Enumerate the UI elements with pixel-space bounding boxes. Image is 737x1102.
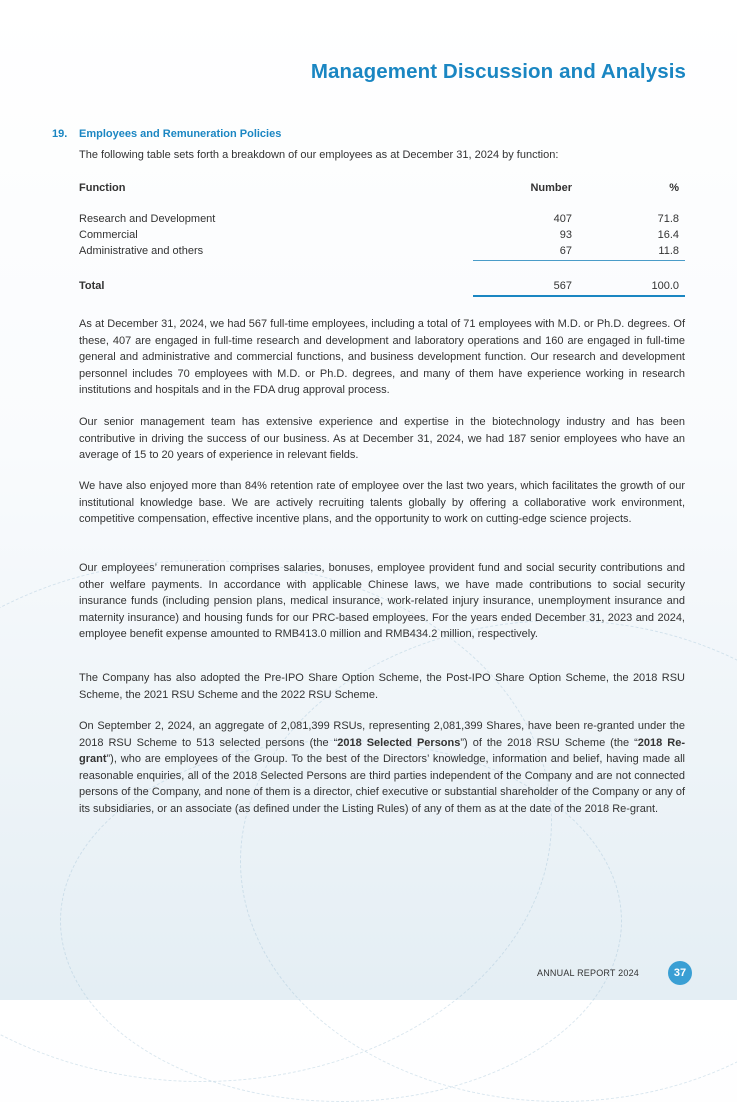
section-intro: The following table sets forth a breakdown of our employees as at December 31, 2024 by function:	[79, 149, 559, 161]
cell-number: 93	[559, 229, 572, 241]
section-heading	[52, 128, 281, 140]
section-number: 19.	[52, 128, 68, 140]
column-header-function: Function	[79, 182, 126, 194]
defined-term: 2018 Re-grant	[79, 736, 685, 765]
rsu-text: ”), who are employees of the Group. To the best of the Directors’ knowledge, information and belief, having made all reasonable enquiries, all of the 2018 Selected Persons are third parties independent of the Company and are not connected persons of the Company, and none of them is a director, chief executive or substantial shareholder of the Company or any of its subsidiaries, or an associate (as defined under the Listing Rules) of any of them as at the date of the 2018 Re-grant.	[79, 753, 685, 815]
paragraph-rsu-regrant	[79, 718, 685, 817]
defined-term: 2018 Selected Persons	[337, 736, 461, 749]
footer-report-name: ANNUAL REPORT 2024	[537, 968, 639, 978]
rsu-text: ”) of the 2018 RSU Scheme (the “	[460, 736, 638, 749]
section-title: Employees and Remuneration Policies	[79, 128, 282, 140]
table-row	[79, 227, 685, 243]
paragraph-employees: As at December 31, 2024, we had 567 full-time employees, including a total of 71 employees with M.D. or Ph.D. degrees. Of these, 407 are engaged in full-time research and development and laboratory operations and 160 are engaged in full-time general and administrative and commercial functions, and business development function. Our research and development personnel includes 70 employees with M.D. or Ph.D. degrees, and many of them have experience working in research institutions and hospitals and in the FDA drug approval process.	[79, 318, 685, 396]
table-row	[79, 243, 685, 259]
column-header-percent: %	[669, 182, 679, 194]
paragraph-share-schemes: The Company has also adopted the Pre-IPO Share Option Scheme, the Post-IPO Share Option Scheme, the 2018 RSU Scheme, the 2021 RSU Scheme and the 2022 RSU Scheme.	[79, 672, 685, 701]
cell-number: 407	[553, 213, 572, 225]
table-divider	[473, 260, 685, 261]
column-header-number: Number	[530, 182, 572, 194]
cell-total-number: 567	[553, 280, 572, 292]
cell-number: 67	[559, 245, 572, 257]
cell-percent: 71.8	[657, 213, 679, 225]
paragraph-remuneration: Our employees’ remuneration comprises salaries, bonuses, employee provident fund and social security contributions and other welfare payments. In accordance with applicable Chinese laws, we have made contributions to social security insurance funds (including pension plans, medical insurance, work-related injury insurance, unemployment insurance and maternity insurance) and housing funds for our PRC-based employees. For the years ended December 31, 2023 and 2024, employee benefit expense amounted to RMB413.0 million and RMB434.2 million, respectively.	[79, 562, 685, 640]
cell-function: Research and Development	[79, 213, 216, 225]
page-number: 37	[668, 961, 692, 985]
cell-total-percent: 100.0	[651, 280, 679, 292]
cell-function: Administrative and others	[79, 245, 204, 257]
paragraph-senior-management: Our senior management team has extensive experience and expertise in the biotechnology industry and has been contributive in driving the success of our business. As at December 31, 2024, we had 187 senior employees who have an average of 15 to 20 years of experience in relevant fields.	[79, 416, 685, 461]
table-header-row	[79, 180, 685, 196]
cell-total-label: Total	[79, 280, 105, 292]
page-title: Management Discussion and Analysis	[310, 60, 686, 83]
cell-percent: 11.8	[658, 245, 679, 257]
cell-percent: 16.4	[657, 229, 679, 241]
table-total-row	[79, 278, 685, 294]
paragraph-retention: We have also enjoyed more than 84% retention rate of employee over the last two years, which facilitates the growth of our institutional knowledge base. We are actively recruiting talents globally by offering a collaborative work environment, competitive compensation, effective incentive plans, and the opportunity to work on cutting-edge science projects.	[79, 480, 685, 525]
table-total-underline	[473, 295, 685, 297]
cell-function: Commercial	[79, 229, 138, 241]
table-row	[79, 211, 685, 227]
rsu-text: On September 2, 2024, an aggregate of 2,081,399 RSUs, representing 2,081,399 Shares, have been re-granted under the 2018 RSU Scheme to 513 selected persons (the “	[79, 720, 685, 749]
